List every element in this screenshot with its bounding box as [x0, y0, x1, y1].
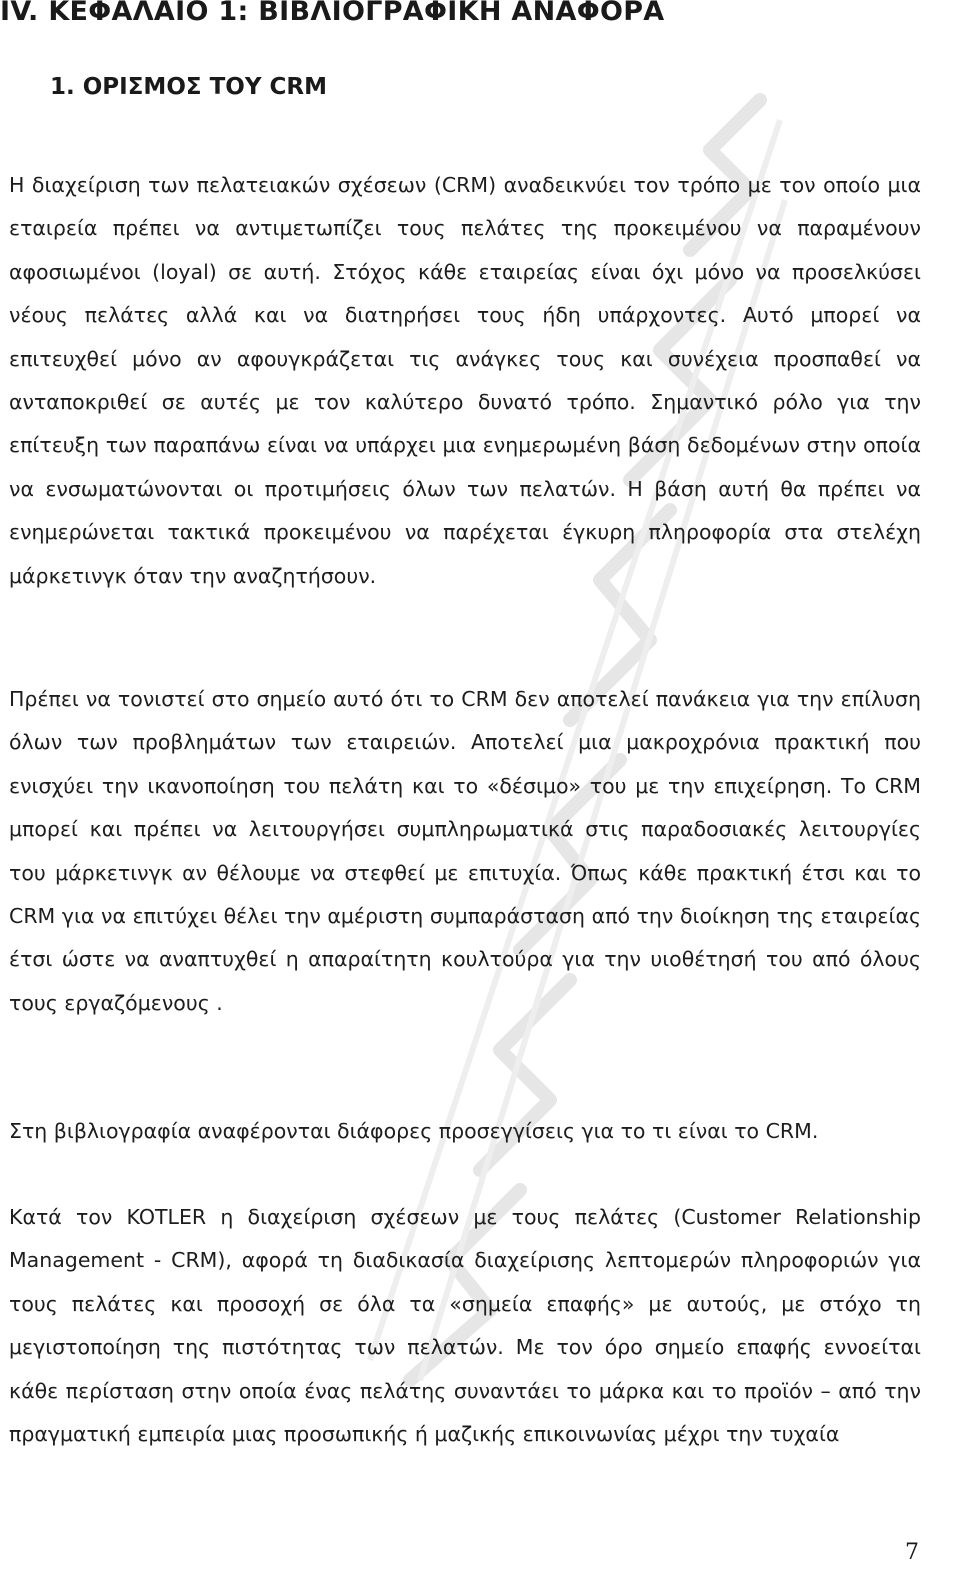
paragraph-crm-definition: Η διαχείριση των πελατειακών σχέσεων (CRM) αναδεικνύει τον τρόπο με τον οποίο μια εταιρεία πρέπει να αντιμετωπίζει τους πελάτες της προκειμένου να παραμένουν αφοσιωμένοι (loyal) σε αυτή. Στόχος κάθε εταιρείας είναι όχι μόνο να προσελκύσει νέους πελάτες αλλά και να διατηρήσει τους ήδη υπάρχοντες. Αυτό μπορεί να επιτευχθεί μόνο αν αφουγκράζεται τις ανάγκες τους και συνέχεια προσπαθεί να ανταποκριθεί σε αυτές με τον καλύτερο δυνατό τρόπο. Σημαντικό ρόλο για την επίτευξη των παραπάνω είναι να υπάρχει μια ενημερωμένη βάση δεδομένων στην οποία να ενσωματώνονται οι προτιμήσεις όλων των πελατών. Η βάση αυτή θα πρέπει να ενημερώνεται τακτικά προκειμένου να παρέχεται έγκυρη πληροφορία στα στελέχη μάρκετινγκ όταν την αναζητήσουν.: [9, 173, 921, 588]
paragraph-kotler-definition: Κατά τον KOTLER η διαχείριση σχέσεων με τους πελάτες (Customer Relationship Management - CRM), αφορά τη διαδικασία διαχείρισης λεπτομερών πληροφοριών για τους πελάτες και προσοχή σε όλα τα «σημεία επαφής» με αυτούς, με στόχο τη μεγιστοποίηση της πιστότητας των πελατών. Με τον όρο σημείο επαφής εννοείται κάθε περίσταση στην οποία ένας πελάτης συναντάει το μάρκα και το προϊόν – από την πραγματική εμπειρία μιας προσωπικής ή μαζικής επικοινωνίας μέχρι την τυχαία: [9, 1205, 921, 1447]
paragraph-crm-panacea: Πρέπει να τονιστεί στο σημείο αυτό ότι το CRM δεν αποτελεί πανάκεια για την επίλυση όλων των προβλημάτων των εταιρειών. Αποτελεί μια μακροχρόνια πρακτική που ενισχύει την ικανοποίηση του πελάτη και το «δέσιμο» του με την επιχείρηση. Το CRM μπορεί και πρέπει να λειτουργήσει συμπληρωματικά στις παραδοσιακές λειτουργίες του μάρκετινγκ αν θέλουμε να στεφθεί με επιτυχία. Όπως κάθε πρακτική έτσι και το CRM για να επιτύχει θέλει την αμέριστη συμπαράσταση από την διοίκηση της εταιρείας έτσι ώστε να αναπτυχθεί η απαραίτητη κουλτούρα για την υιοθέτησή του από όλους τους εργαζόμενους .: [9, 687, 921, 1015]
chapter-heading: IV. ΚΕΦΑΛΑΙΟ 1: ΒΙΒΛΙΟΓΡΑΦΙΚΗ ΑΝΑΦΟΡΑ: [0, 0, 665, 27]
paragraph-literature-approaches: Στη βιβλιογραφία αναφέρονται διάφορες προσεγγίσεις για το τι είναι το CRM.: [9, 1119, 819, 1143]
page-number: 7: [905, 1540, 919, 1565]
section-heading: 1. ΟΡΙΣΜΟΣ ΤΟΥ CRM: [50, 74, 327, 100]
